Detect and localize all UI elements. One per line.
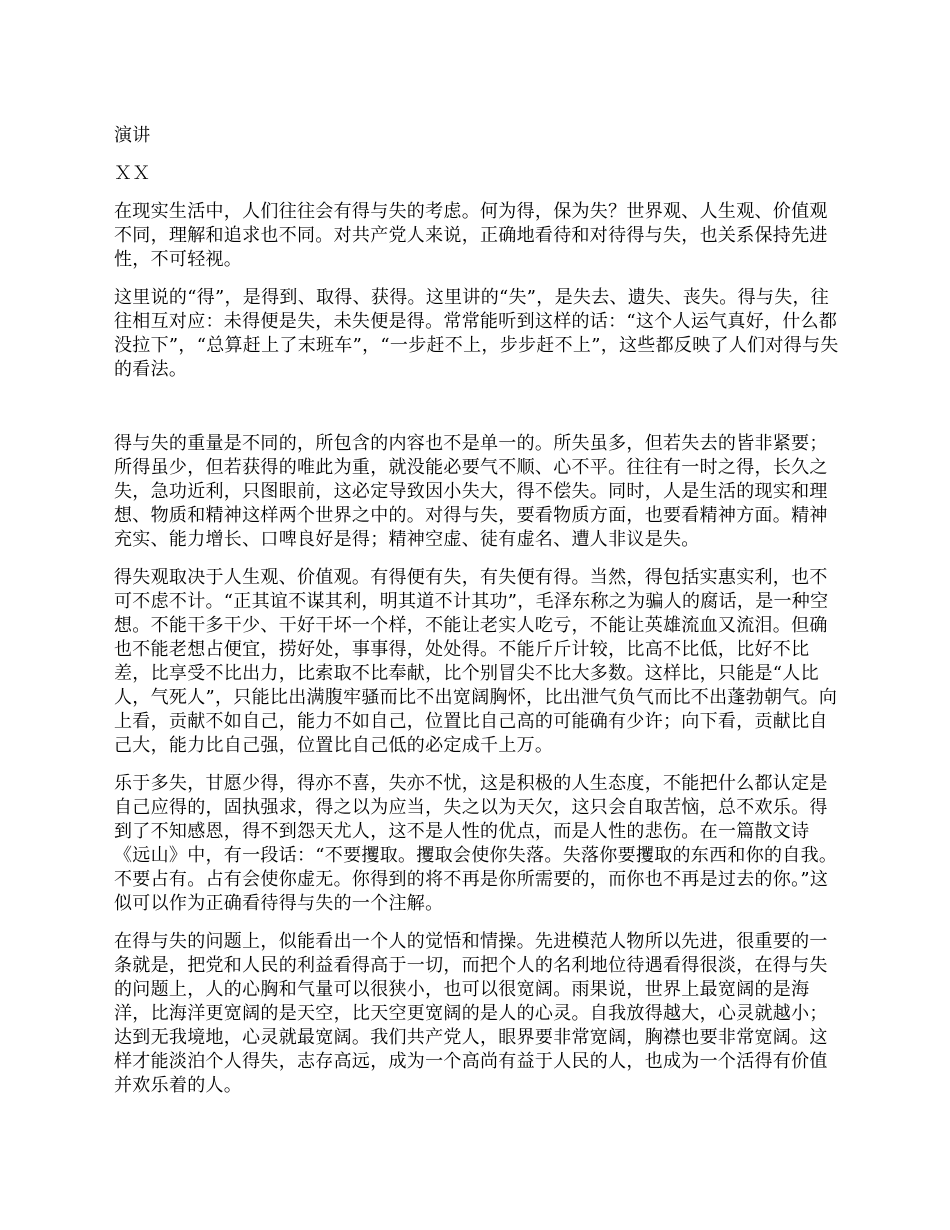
document-body: [114, 124, 844, 1112]
paragraph-3: 得与失的重量是不同的，所包含的内容也不是单一的。所失虽多，但若失去的皆非紧要；所得虽少，但若获得的唯此为重，就没能必要气不顺、心不平。往往有一时之得，长久之失，急功近利，只图眼前，这必定导致因小失大，得不偿失。同时，人是生活的现实和理想、物质和精神这样两个世界之中的。对得与失，要看物质方面，也要看精神方面。精神充实、能力增长、口啤良好是得；精神空虚、徒有虚名、遭人非议是失。: [114, 433, 828, 550]
document-heading: 演讲: [114, 125, 151, 146]
paragraph-4: 得失观取决于人生观、价值观。有得便有失，有失便有得。当然，得包括实惠实利，也不可不虑不计。“正其谊不谋其利，明其道不计其功”，毛泽东称之为骗人的腐话，是一种空想。不能干多干少、干好干坏一个样，不能让老实人吃亏，不能让英雄流血又流泪。但确也不能老想占便宜，捞好处，事事得，处处得。不能斤斤计较，比高不比低，比好不比差，比享受不比出力，比索取不比奉献，比个别冒尖不比大多数。这样比，只能是“人比人，气死人”，只能比出满腹牢骚而比不出宽阔胸怀，比出泄气负气而比不出蓬勃朝气。向上看，贡献不如自己，能力不如自己，位置比自己高的可能确有少许；向下看，贡献比自己大，能力比自己强，位置比自己低的必定成千上万。: [114, 567, 838, 756]
paragraph-1: 在现实生活中，人们往往会有得与失的考虑。何为得，保为失？世界观、人生观、价值观不同，理解和追求也不同。对共产党人来说，正确地看待和对待得与失，也关系保持先进性，不可轻视。: [114, 201, 828, 270]
paragraph-6: 在得与失的问题上，似能看出一个人的觉悟和情操。先进模范人物所以先进，很重要的一条就是，把党和人民的利益看得高于一切，而把个人的名利地位待遇看得很淡，在得与失的问题上，人的心胸和气量可以很狭小，也可以很宽阔。雨果说，世界上最宽阔的是海洋，比海洋更宽阔的是天空，比天空更宽阔的是人的心灵。自我放得越大，心灵就越小；达到无我境地，心灵就最宽阔。我们共产党人，眼界要非常宽阔，胸襟也要非常宽阔。这样才能淡泊个人得失，志存高远，成为一个高尚有益于人民的人，也成为一个活得有价值并欢乐着的人。: [114, 931, 828, 1096]
section-spacer: [114, 396, 844, 432]
paragraph-2: 这里说的“得”，是得到、取得、获得。这里讲的“失”，是失去、遗失、丧失。得与失，往往相互对应：未得便是失，未失便是得。常常能听到这样的话：“这个人运气真好，什么都没拉下”，“总算赶上了末班车”，“一步赶不上，步步赶不上”，这些都反映了人们对得与失的看法。: [114, 287, 839, 380]
document-author: ＸＸ: [114, 163, 151, 184]
paragraph-5: 乐于多失，甘愿少得，得亦不喜，失亦不忧，这是积极的人生态度，不能把什么都认定是自己应得的，固执强求，得之以为应当，失之以为天欠，这只会自取苦恼，总不欢乐。得到了不知感恩，得不到怨天尤人，这不是人性的优点，而是人性的悲伤。在一篇散文诗《远山》中，有一段话：“不要攫取。攫取会使你失落。失落你要攫取的东西和你的自我。不要占有。占有会使你虚无。你得到的将不再是你所需要的，而你也不再是过去的你。”这似可以作为正确看待得与失的一个注解。: [114, 773, 838, 914]
